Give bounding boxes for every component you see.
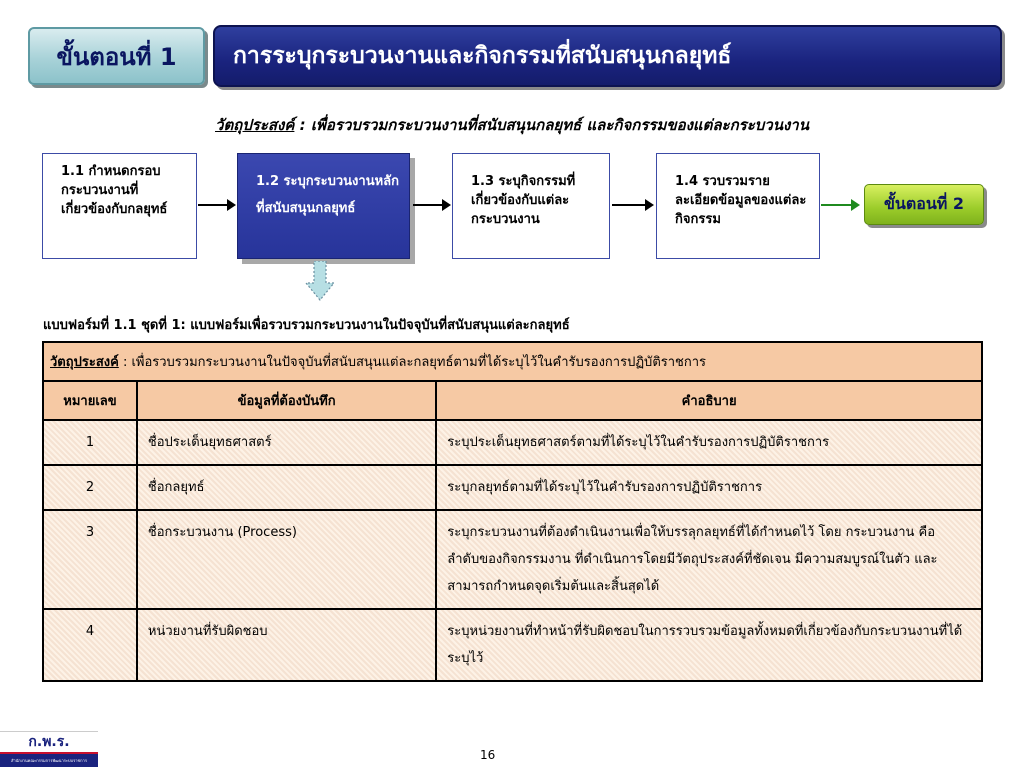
arrow-right-icon	[821, 204, 858, 206]
flow-step-label: 1.3 ระบุกิจกรรมที่เกี่ยวข้องกับแต่ละกระบวนงาน	[471, 174, 576, 227]
opdc-logo	[0, 731, 98, 768]
cell-field: ชื่อกระบวนงาน (Process)	[137, 510, 436, 609]
cell-field: ชื่อกลยุทธ์	[137, 465, 436, 510]
table-row	[43, 420, 982, 465]
table-row	[43, 609, 982, 681]
column-header: หมายเลข	[43, 381, 137, 420]
cell-description: ระบุประเด็นยุทธศาสตร์ตามที่ได้ระบุไว้ในคำรับรองการปฏิบัติราชการ	[436, 420, 982, 465]
step-badge-label: ขั้นตอนที่ 1	[56, 42, 177, 71]
logo-text: ก.พ.ร.	[0, 732, 98, 754]
table-objective-text: : เพื่อรวบรวมกระบวนงานในปัจจุบันที่สนับสนุนแต่ละกลยุทธ์ตามที่ได้ระบุไว้ในคำรับรองการปฏิบัติราชการ	[118, 355, 707, 370]
next-step-label: ขั้นตอนที่ 2	[883, 194, 965, 213]
table-row	[43, 510, 982, 609]
arrow-right-icon	[413, 204, 449, 206]
arrow-right-icon	[612, 204, 652, 206]
cell-number: 4	[43, 609, 137, 681]
flow-step-1-2	[237, 153, 410, 259]
logo-subtext: สำนักงานคณะกรรมการพัฒนาระบบราชการ	[0, 754, 98, 767]
flow-step-label: 1.2 ระบุกระบวนงานหลักที่สนับสนุนกลยุทธ์	[256, 174, 399, 216]
step-badge	[28, 27, 205, 85]
objective-line	[0, 113, 1024, 137]
cell-description: ระบุกลยุทธ์ตามที่ได้ระบุไว้ในคำรับรองการปฏิบัติราชการ	[436, 465, 982, 510]
form-caption: แบบฟอร์มที่ 1.1 ชุดที่ 1: แบบฟอร์มเพื่อรวบรวมกระบวนงานในปัจจุบันที่สนับสนุนแต่ละกลยุทธ์	[43, 318, 570, 333]
table-row	[43, 465, 982, 510]
title-bar	[213, 25, 1002, 87]
table-objective	[43, 342, 982, 381]
cell-number: 2	[43, 465, 137, 510]
flow-step-1-4	[656, 153, 820, 259]
column-header: คำอธิบาย	[436, 381, 982, 420]
table-objective-label: วัตถุประสงค์	[50, 355, 119, 370]
form-table	[42, 341, 983, 682]
page-title: การระบุกระบวนงานและกิจกรรมที่สนับสนุนกลยุทธ์	[233, 43, 732, 69]
flow-step-1-3	[452, 153, 610, 259]
column-header: ข้อมูลที่ต้องบันทึก	[137, 381, 436, 420]
cell-number: 1	[43, 420, 137, 465]
cell-field: หน่วยงานที่รับผิดชอบ	[137, 609, 436, 681]
objective-text: : เพื่อรวบรวมกระบวนงานที่สนับสนุนกลยุทธ์ และกิจกรรมของแต่ละกระบวนงาน	[294, 116, 809, 134]
page-number: 16	[480, 748, 496, 762]
cell-description: ระบุกระบวนงานที่ต้องดำเนินงานเพื่อให้บรรลุกลยุทธ์ที่ได้กำหนดไว้ โดย กระบวนงาน คือ ลำดับของกิจกรรมงาน ที่ดำเนินการโดยมีวัตถุประสงค์ที่ชัดเจน มีความสมบูรณ์ในตัว และสามารถกำหนดจุดเริ่มต้นและสิ้นสุดได้	[436, 510, 982, 609]
cell-number: 3	[43, 510, 137, 609]
cell-description: ระบุหน่วยงานที่ทำหน้าที่รับผิดชอบในการรวบรวมข้อมูลทั้งหมดที่เกี่ยวข้องกับกระบวนงานที่ได้ระบุไว้	[436, 609, 982, 681]
flow-step-label: 1.4 รวบรวมรายละเอียดข้อมูลของแต่ละกิจกรรม	[675, 174, 807, 227]
flow-step-1-1	[42, 153, 197, 259]
arrow-right-icon	[198, 204, 234, 206]
objective-label: วัตถุประสงค์	[215, 116, 295, 134]
next-step-badge	[864, 184, 984, 225]
flow-step-label: 1.1 กำหนดกรอบกระบวนงานที่เกี่ยวข้องกับกลยุทธ์	[61, 164, 168, 217]
arrow-down-icon	[305, 261, 335, 301]
cell-field: ชื่อประเด็นยุทธศาสตร์	[137, 420, 436, 465]
